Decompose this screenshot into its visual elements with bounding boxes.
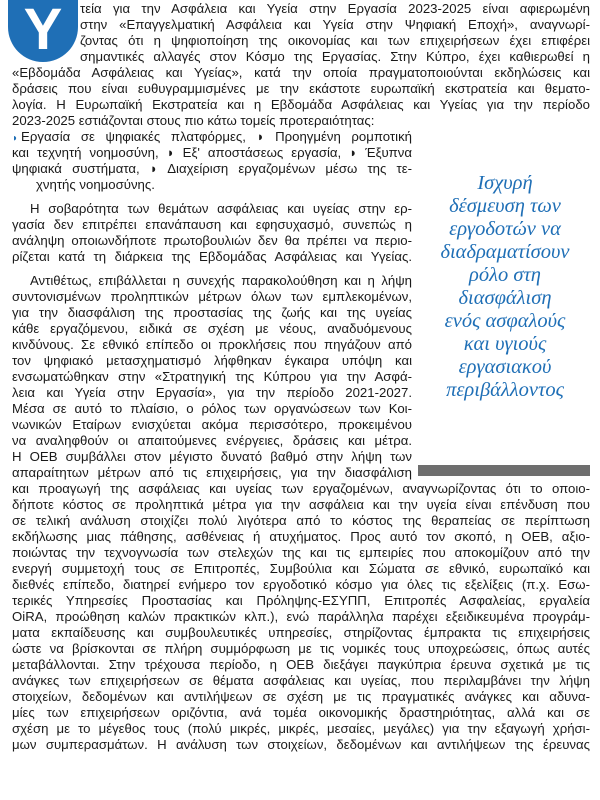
article-line: διεθνές επίπεδο, διατηρεί ενήμερο τον εργοδοτικό κόσμο για όλες τις εξελίξεις (π.χ. Εσω-	[12, 577, 590, 592]
article-line: και τεχνητή νοημοσύνη, ◗ Εξ' αποστάσεως εργασία, ◗ Έξυπνα	[12, 145, 412, 160]
article-line: Αντιθέτως, επιβάλλεται η συνεχής παρακολούθηση και η λήψη	[30, 273, 412, 288]
article-line: μίες των επιχειρήσεων οριζόντια, ανά τομέα οικονομικής δραστηριότητας, αλλά και σε	[12, 705, 590, 720]
article-line: μων συμπερασμάτων. Η ανάλυση των στοιχείων, δεδομένων και αντιλήψεων της έρευνας	[12, 737, 590, 752]
bullet-line: ◗ Εργασία σε ψηφιακές πλατφόρμες, ◗ Προηγμένη ρομποτική	[12, 129, 412, 144]
article-line: σε τελική ανάλυση στοιχίζει πολύ λιγότερα από το κόστος της θεραπείας σε περίπτωση	[12, 513, 590, 528]
pull-quote-line: διαδραματίσουν	[440, 241, 570, 263]
article-line: τον ψηφιακό μετασχηματισμό λήφθηκαν έγκαιρα υπόψη και	[12, 353, 412, 368]
article-line: κινδύνους. Σε εθνικό επίπεδο οι προκλήσεις που πηγάζουν από	[12, 337, 412, 352]
article-line: γασία δεν επιτρέπει επανάπαυση και εφησυχασμό, συνεπώς η	[12, 217, 412, 232]
article-line: ανάληψη οποιωνδήποτε πρωτοβουλιών δεν θα πρέπει να περιο-	[12, 233, 412, 248]
article-line: ματα εκπαίδευσης και συμβουλευτικές υπηρεσίες, στηρίζοντας έμπρακτα τις επιχειρήσεις	[12, 625, 590, 640]
article-line: στην «Επαγγελματική Ασφάλεια και Υγεία στην Ψηφιακή Εποχή», αναγνωρί-	[80, 17, 590, 32]
article-line: συντονισμένων προληπτικών μέτρων όλων των εμπλεκομένων,	[12, 289, 412, 304]
article-line: ενεργή συμμετοχή τους σε Επιτροπές, Συμβούλια και Σώματα σε εθνικό, ευρωπαϊκό και	[12, 561, 590, 576]
article-line: δήποτε κόστος σε προληπτικά μέτρα για την ασφάλεια και την υγεία είναι επένδυση που	[12, 497, 590, 512]
pull-quote-line: ενός ασφαλούς	[444, 310, 566, 332]
pull-quote-line: ρόλο στη	[469, 264, 541, 286]
pull-quote-line: και υγιούς	[463, 333, 547, 355]
article-line: ψηφιακά συστήματα, ◗ Διαχείριση εργαζομένων μέσω της τε-	[12, 161, 412, 176]
pull-quote-line: εργοδοτών να	[449, 218, 561, 240]
article-line: OiRA, προώθηση καλών πρακτικών κλπ.), ενώ παράλληλα παρέχει εξειδικευμένα προγράμ-	[12, 609, 590, 624]
article-line: μεταβάλλονται. Στην τρέχουσα περίοδο, η ΟΕΒ διεξάγει παγκύπρια έρευνα σχετικά με τις	[12, 657, 590, 672]
article-line: λογία. Η Ευρωπαϊκή Εκστρατεία και η Εβδομάδα Ασφάλειας και Υγείας για την περίοδο	[12, 97, 590, 112]
article-line: λεια και Υγεία στην Εργασία», για την περίοδο 2021-2027.	[12, 385, 412, 400]
article-line: ανάγκες των επιχειρήσεων σε θέματα ασφάλειας και υγείας, που περιλαμβάνει την λήψη	[12, 673, 590, 688]
article-line: να αναληφθούν οι απαιτούμενες ενέργειες, δράσεις και μέτρα.	[12, 433, 412, 448]
article-line: Η σοβαρότητα των θεμάτων ασφάλειας και υγείας στην ερ-	[30, 201, 412, 216]
article-line: ώστε να βρίσκονται σε πλήρη συμμόρφωση με τις νομικές τους υποχρεώσεις, όπως αυτές	[12, 641, 590, 656]
pull-quote-bar	[418, 465, 590, 476]
article-line: δράσεις που είναι ευθυγραμμισμένες με την εκάστοτε ευρωπαϊκή εκστρατεία και θεματο-	[12, 81, 590, 96]
article-line: χνητής νοημοσύνης.	[36, 177, 155, 192]
article-line: ενσωματώθηκαν στην «Στρατηγική της Κύπρου για την Ασφά-	[12, 369, 412, 384]
pull-quote	[419, 172, 591, 402]
pull-quote-line: δέσμευση των	[449, 195, 561, 217]
article-line: κάθε εργαζόμενου, ειδικά σε σχέση με νέους, αναδυόμενους	[12, 321, 412, 336]
article-line: ζοντας ότι η ψηφιοποίηση της οικονομίας και των επιχειρήσεων έχει επιφέρει	[80, 33, 590, 48]
article-line: ποιώντας την τεχνογνωσία των στελεχών της και τις εμπειρίες που αποκομίζουν από την	[12, 545, 590, 560]
article-line: εκδήλωσης μιας πάθησης, ασθένειας ή ατυχήματος. Προς αυτό τον σκοπό, η ΟΕΒ, αξιο-	[12, 529, 590, 544]
pull-quote-line: εργασιακού	[458, 356, 552, 378]
pull-quote-line: Ισχυρή	[477, 172, 533, 194]
drop-cap	[8, 0, 78, 62]
article-line: τεία για την Ασφάλεια και Υγεία στην Εργασία 2023-2025 είναι αφιερωμένη	[80, 1, 590, 16]
article-line: 2023-2025 εστιάζονται στους πιο κάτω τομείς προτεραιότητας:	[12, 113, 375, 128]
bullet-icon: ◗	[12, 133, 19, 144]
article-line: σχέση με το μέγεθος τους (πολύ μικρές, μικρές, μεσαίες, μεγάλες) για την εξαγωγή χρήσι-	[12, 721, 590, 736]
article-line: ρίζεται κατά τη διάρκεια της Εβδομάδας Ασφάλειας και Υγείας.	[12, 249, 412, 264]
article-line: και προαγωγή της ασφάλειας και υγείας των εργαζομένων, αναγνωρίζοντας ότι το οποιο-	[12, 481, 590, 496]
article-line: για την διασφάλιση της προστασίας της ζωής και της υγείας	[12, 305, 412, 320]
article-line: σημαντικές αλλαγές στον Κόσμο της Εργασίας. Στην Κύπρο, έχει καθιερωθεί η	[80, 49, 590, 64]
pull-quote-line: διασφάλιση	[458, 287, 552, 309]
article-line: Η ΟΕΒ συμβάλλει στον μέγιστο δυνατό βαθμό στην λήψη των	[12, 449, 412, 464]
drop-cap-letter: Υ	[23, 0, 63, 62]
pull-quote-line: περιβάλλοντος	[446, 379, 564, 401]
article-line: στοιχείων, δεδομένων και αντιλήψεων σε σχέση με τις πραγματικές ανάγκες και αδυνα-	[12, 689, 590, 704]
article-line: Μέσα σε αυτό το πλαίσιο, ο ρόλος των οργανώσεων των Κοι-	[12, 401, 412, 416]
article-line: «Εβδομάδα Ασφάλειας και Υγείας», κατά την οποία πραγματοποιούνται εκδηλώσεις και	[12, 65, 590, 80]
article-line: νωνικών Εταίρων ενισχύεται ακόμα περισσότερο, προκειμένου	[12, 417, 412, 432]
article-line: τερικές Υπηρεσίες Προστασίας και Πρόληψης-ΕΣΥΠΠ, Επιτροπές Ασφαλείας, εργαλεία	[12, 593, 590, 608]
article-line: απαραίτητων μέτρων από τις επιχειρήσεις, για την διασφάλιση	[12, 465, 412, 480]
